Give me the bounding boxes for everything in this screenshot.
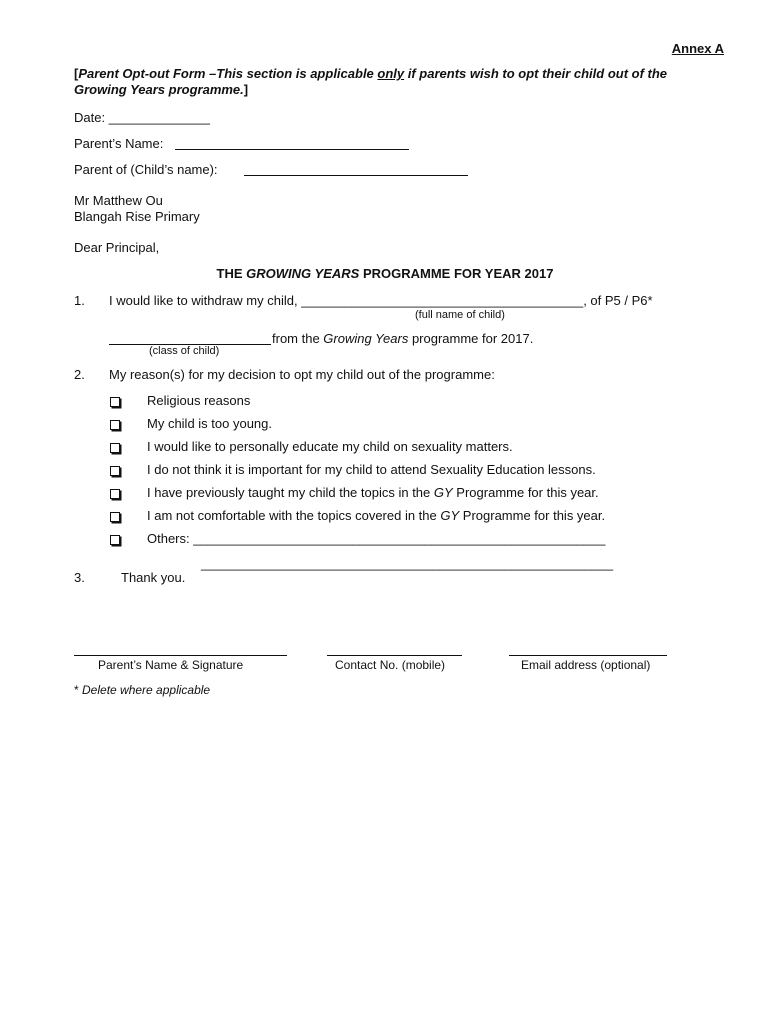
- item1-suffix: , of P5 / P6*: [583, 293, 653, 308]
- item1-line2-italic: Growing Years: [323, 331, 409, 346]
- reason-italic: GY: [440, 508, 460, 523]
- item1-text: I would like to withdraw my child,: [109, 293, 298, 308]
- item1-line2: [272, 331, 533, 346]
- title-italic: GROWING YEARS: [246, 266, 360, 281]
- footnote: [74, 683, 210, 697]
- reason-text: I would like to personally educate my child on sexuality matters.: [147, 439, 513, 454]
- reason-text-post: Programme for this year.: [459, 508, 606, 523]
- checkbox-too-young[interactable]: [110, 420, 120, 430]
- date-value[interactable]: ______________: [108, 110, 210, 125]
- reason-previously-taught: [147, 485, 599, 500]
- item2-text: My reason(s) for my decision to opt my child out of the programme:: [109, 367, 495, 382]
- parent-name-input-line[interactable]: [175, 149, 409, 150]
- parent-name-label: Parent’s Name:: [74, 136, 164, 151]
- checkbox-previously-taught[interactable]: [110, 489, 120, 499]
- reason-personally-educate: [147, 439, 513, 454]
- optout-line2-text: Growing Years programme.: [74, 82, 244, 97]
- reason-too-young: [147, 416, 272, 431]
- email-label: Email address (optional): [521, 658, 651, 672]
- item3-text: Thank you.: [121, 570, 186, 585]
- others-blank[interactable]: _________________________________________________________: [193, 531, 606, 546]
- recipient-name: Mr Matthew Ou: [74, 193, 163, 208]
- caption-class: (class of child): [149, 345, 220, 357]
- child-name-label: Parent of (Child’s name):: [74, 162, 218, 177]
- date-field[interactable]: [74, 110, 210, 125]
- checkbox-religious[interactable]: [110, 397, 120, 407]
- contact-label: Contact No. (mobile): [335, 658, 446, 672]
- contact-line[interactable]: [327, 655, 462, 656]
- item1-line2-post: programme for 2017.: [408, 331, 534, 346]
- email-line[interactable]: [509, 655, 667, 656]
- optout-bracket-open: [: [74, 66, 79, 81]
- reason-others: [147, 531, 605, 546]
- others-blank-line2[interactable]: _________________________________________________________: [201, 556, 614, 571]
- checkbox-not-comfortable[interactable]: [110, 512, 120, 522]
- reason-text: Others:: [147, 531, 194, 546]
- optout-note-line2: [74, 82, 248, 97]
- parent-signature-line[interactable]: [74, 655, 287, 656]
- optout-text: Parent Opt-out Form –This section is applicable: [78, 66, 378, 81]
- optout-text-suffix: if parents wish to opt their child out of the: [404, 66, 668, 81]
- reason-text: I am not comfortable with the topics covered in the: [147, 508, 441, 523]
- document-title: [0, 266, 770, 281]
- annex-label: Annex A: [671, 41, 724, 56]
- reason-text: Religious reasons: [147, 393, 251, 408]
- reason-text: I do not think it is important for my child to attend Sexuality Education lessons.: [147, 462, 596, 477]
- caption-full-name: (full name of child): [415, 309, 505, 321]
- reason-text: My child is too young.: [147, 416, 273, 431]
- date-label: Date:: [74, 110, 106, 125]
- footnote-text: Delete where applicable: [82, 683, 211, 697]
- checkbox-personally-educate[interactable]: [110, 443, 120, 453]
- item1-number: 1.: [74, 293, 85, 308]
- checkbox-not-important[interactable]: [110, 466, 120, 476]
- title-post: PROGRAMME FOR YEAR 2017: [359, 266, 554, 281]
- checkbox-others[interactable]: [110, 535, 120, 545]
- child-name-field: [74, 162, 218, 177]
- recipient-school: Blangah Rise Primary: [74, 209, 200, 224]
- parent-name-field: [74, 136, 163, 151]
- item2-number: 2.: [74, 367, 85, 382]
- child-fullname-blank[interactable]: _______________________________________: [301, 293, 584, 308]
- reason-text-post: Programme for this year.: [452, 485, 599, 500]
- reason-not-important: [147, 462, 596, 477]
- salutation: Dear Principal,: [74, 240, 160, 255]
- item1-line2-pre: from the: [272, 331, 324, 346]
- optout-note-line1: [74, 66, 667, 81]
- title-pre: THE: [216, 266, 247, 281]
- optout-only: only: [377, 66, 405, 81]
- reason-italic: GY: [433, 485, 453, 500]
- reason-text: I have previously taught my child the topics in the: [147, 485, 434, 500]
- child-name-input-line[interactable]: [244, 175, 468, 176]
- reason-religious: [147, 393, 250, 408]
- item3-number: 3.: [74, 570, 85, 585]
- item1-line: [109, 293, 653, 308]
- reason-not-comfortable: [147, 508, 605, 523]
- optout-bracket-close: ]: [243, 82, 249, 97]
- parent-signature-label: Parent’s Name & Signature: [98, 658, 244, 672]
- footnote-star: *: [74, 683, 79, 697]
